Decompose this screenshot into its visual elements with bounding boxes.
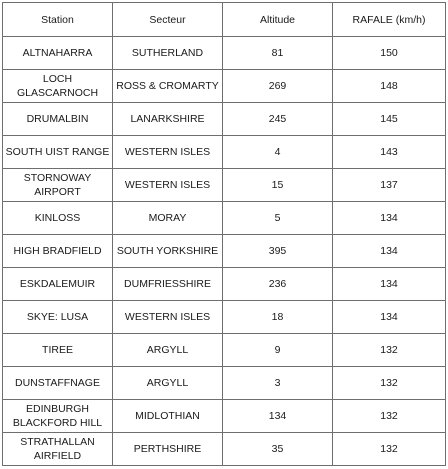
cell-altitude: 134 — [223, 400, 333, 433]
cell-station: ESKDALEMUIR — [3, 268, 113, 301]
cell-rafale: 134 — [333, 301, 446, 334]
table-body — [3, 37, 446, 466]
cell-secteur: WESTERN ISLES — [113, 301, 223, 334]
table-row — [3, 301, 446, 334]
header-row — [3, 3, 446, 37]
cell-station: HIGH BRADFIELD — [3, 235, 113, 268]
table-row — [3, 169, 446, 202]
table-row — [3, 70, 446, 103]
cell-station: SOUTH UIST RANGE — [3, 136, 113, 169]
cell-station: DRUMALBIN — [3, 103, 113, 136]
cell-secteur: LANARKSHIRE — [113, 103, 223, 136]
gust-table — [2, 2, 446, 466]
cell-rafale: 134 — [333, 235, 446, 268]
cell-altitude: 18 — [223, 301, 333, 334]
cell-altitude: 3 — [223, 367, 333, 400]
cell-secteur: DUMFRIESSHIRE — [113, 268, 223, 301]
cell-secteur: WESTERN ISLES — [113, 169, 223, 202]
table-row — [3, 334, 446, 367]
cell-rafale: 132 — [333, 367, 446, 400]
cell-altitude: 245 — [223, 103, 333, 136]
cell-station: TIREE — [3, 334, 113, 367]
table-row — [3, 202, 446, 235]
cell-rafale: 148 — [333, 70, 446, 103]
cell-altitude: 269 — [223, 70, 333, 103]
cell-station: KINLOSS — [3, 202, 113, 235]
cell-altitude: 236 — [223, 268, 333, 301]
cell-rafale: 132 — [333, 334, 446, 367]
cell-station: SKYE: LUSA — [3, 301, 113, 334]
cell-station: EDINBURGH BLACKFORD HILL — [3, 400, 113, 433]
header-station: Station — [3, 3, 113, 37]
table-row — [3, 400, 446, 433]
header-rafale: RAFALE (km/h) — [333, 3, 446, 37]
cell-rafale: 150 — [333, 37, 446, 70]
header-altitude: Altitude — [223, 3, 333, 37]
table-row — [3, 103, 446, 136]
table-row — [3, 433, 446, 466]
table-row — [3, 136, 446, 169]
cell-rafale: 132 — [333, 400, 446, 433]
cell-rafale: 134 — [333, 202, 446, 235]
cell-altitude: 395 — [223, 235, 333, 268]
cell-secteur: ARGYLL — [113, 334, 223, 367]
cell-secteur: PERTHSHIRE — [113, 433, 223, 466]
cell-altitude: 35 — [223, 433, 333, 466]
cell-secteur: MIDLOTHIAN — [113, 400, 223, 433]
table-row — [3, 268, 446, 301]
cell-secteur: SOUTH YORKSHIRE — [113, 235, 223, 268]
cell-station: DUNSTAFFNAGE — [3, 367, 113, 400]
table-header — [3, 3, 446, 37]
cell-altitude: 81 — [223, 37, 333, 70]
cell-station: LOCH GLASCARNOCH — [3, 70, 113, 103]
cell-secteur: WESTERN ISLES — [113, 136, 223, 169]
cell-altitude: 5 — [223, 202, 333, 235]
cell-secteur: ARGYLL — [113, 367, 223, 400]
cell-secteur: ROSS & CROMARTY — [113, 70, 223, 103]
cell-rafale: 145 — [333, 103, 446, 136]
header-secteur: Secteur — [113, 3, 223, 37]
table-row — [3, 37, 446, 70]
cell-rafale: 137 — [333, 169, 446, 202]
cell-rafale: 143 — [333, 136, 446, 169]
cell-altitude: 4 — [223, 136, 333, 169]
cell-secteur: SUTHERLAND — [113, 37, 223, 70]
cell-rafale: 134 — [333, 268, 446, 301]
cell-station: STORNOWAY AIRPORT — [3, 169, 113, 202]
cell-altitude: 9 — [223, 334, 333, 367]
cell-secteur: MORAY — [113, 202, 223, 235]
cell-station: STRATHALLAN AIRFIELD — [3, 433, 113, 466]
cell-rafale: 132 — [333, 433, 446, 466]
table-row — [3, 367, 446, 400]
table-row — [3, 235, 446, 268]
cell-altitude: 15 — [223, 169, 333, 202]
cell-station: ALTNAHARRA — [3, 37, 113, 70]
